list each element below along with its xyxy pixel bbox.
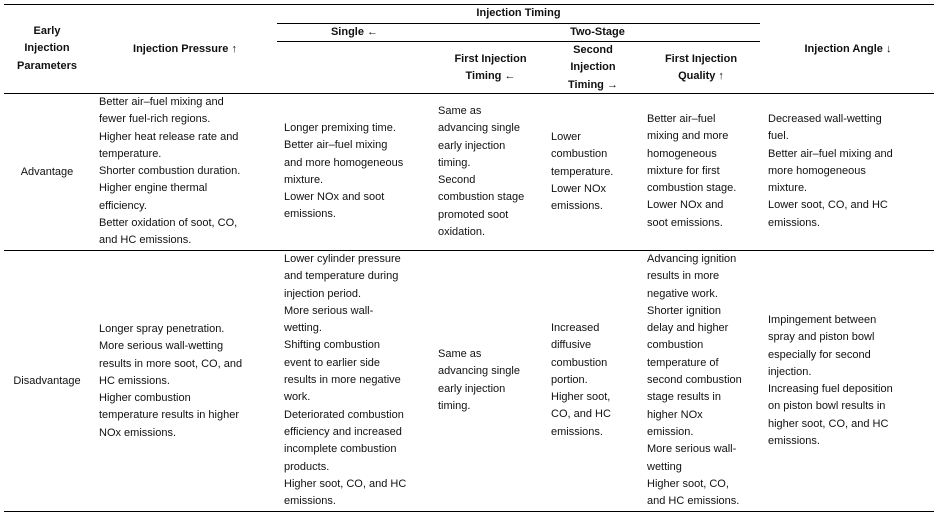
header-line: Quality ↑ [678, 70, 724, 83]
cell-line: oxidation. [438, 226, 486, 239]
cell-line: Better air–fuel mixing and [768, 147, 893, 160]
table-bottom-rule [4, 511, 934, 512]
cell-line: combustion [647, 339, 704, 352]
cell-disadvantage-second-timing [551, 320, 611, 441]
cell-line: Higher heat release rate and [99, 130, 239, 143]
cell-line: Decreased wall-wetting [768, 113, 882, 125]
cell-line: early injection [438, 382, 506, 395]
cell-disadvantage-first-timing [438, 346, 520, 415]
cell-line: soot emissions. [647, 216, 723, 229]
cell-line: stage results in [647, 391, 721, 404]
cell-line: Higher soot, CO, [647, 477, 729, 490]
cell-line: mixture for first [647, 164, 720, 177]
cell-line: wetting. [284, 322, 322, 335]
cell-line: efficiency. [99, 199, 147, 212]
cell-line: temperature results in higher [99, 409, 240, 422]
cell-advantage-pressure [99, 94, 240, 250]
cell-disadvantage-angle [768, 312, 893, 450]
header-two-stage: Two-Stage [570, 26, 625, 38]
cell-line: Better air–fuel mixing [284, 139, 388, 152]
cell-line: on piston bowl results in [768, 400, 886, 413]
cell-line: portion. [551, 373, 588, 386]
cell-line: delay and higher [647, 322, 729, 335]
cell-line: temperature. [99, 147, 162, 160]
cell-line: timing. [438, 156, 471, 169]
cell-line: More serious wall- [647, 443, 737, 456]
header-line: First Injection [454, 53, 527, 65]
cell-line: spray and piston bowl [768, 331, 875, 344]
header-second-injection-timing [545, 42, 641, 94]
header-early-injection-parameters [4, 23, 90, 75]
cell-line: higher soot, CO, and HC [768, 417, 889, 430]
header-line: First Injection [664, 53, 738, 65]
cell-disadvantage-first-quality [647, 251, 742, 510]
cell-line: combustion stage. [647, 182, 737, 195]
header-injection-angle: Injection Angle ↓ [804, 43, 892, 55]
header-injection-pressure: Injection Pressure ↑ [133, 43, 237, 55]
cell-line: Better oxidation of soot, CO, [99, 217, 238, 230]
cell-line: temperature of [647, 356, 719, 369]
cell-line: efficiency and increased [284, 425, 402, 438]
cell-line: Better air–fuel [647, 113, 716, 125]
cell-line: Lower NOx [551, 182, 607, 195]
cell-line: work. [284, 391, 311, 404]
cell-line: mixing and more [647, 130, 729, 143]
header-single: Single ← [330, 26, 379, 38]
header-injection-timing: Injection Timing [476, 7, 561, 19]
cell-line: homogeneous [647, 147, 717, 160]
cell-line: CO, and HC [551, 408, 611, 421]
cell-line: higher NOx [647, 408, 703, 421]
cell-line: results in more soot, CO, and [99, 357, 243, 370]
cell-line: event to earlier side [284, 356, 380, 369]
header-line: Timing ← [465, 70, 516, 83]
cell-line: emissions. [768, 435, 820, 448]
header-first-injection-timing [437, 51, 544, 86]
cell-line: emissions. [551, 425, 603, 438]
cell-line: Advancing ignition [647, 253, 737, 265]
cell-line: Lower [551, 131, 581, 143]
cell-line: combustion stage [438, 191, 525, 204]
cell-line: products. [284, 460, 330, 473]
cell-line: Impingement between [768, 314, 877, 326]
cell-line: injection period. [284, 287, 362, 300]
cell-line: emissions. [284, 208, 336, 221]
header-line: Injection [570, 61, 616, 74]
cell-line: negative work. [647, 287, 718, 300]
cell-line: second combustion [647, 374, 742, 387]
cell-line: temperature. [551, 165, 614, 178]
cell-line: and HC emissions. [99, 234, 192, 247]
cell-line: Shifting combustion [284, 339, 380, 352]
cell-line: timing. [438, 399, 471, 412]
cell-line: emissions. [551, 200, 603, 213]
cell-line: Shorter ignition [647, 304, 721, 317]
cell-line: advancing single [438, 365, 520, 378]
cell-line: More serious wall-wetting [99, 340, 224, 353]
cell-advantage-second-timing [551, 129, 613, 215]
row-label-advantage: Advantage [20, 166, 74, 178]
cell-line: early injection [438, 139, 506, 152]
cell-advantage-first-timing [438, 103, 524, 241]
cell-line: more homogeneous [768, 164, 866, 177]
cell-line: Increasing fuel deposition [768, 383, 893, 396]
cell-line: Deteriorated combustion [284, 408, 404, 421]
header-line: Injection [24, 42, 70, 55]
cell-line: especially for second [768, 348, 871, 361]
cell-line: mixture. [284, 173, 324, 186]
cell-line: combustion [551, 356, 608, 369]
cell-line: Higher combustion [99, 392, 191, 405]
cell-line: diffusive [551, 339, 592, 352]
cell-line: promoted soot [438, 208, 509, 221]
cell-line: NOx emissions. [99, 426, 177, 439]
cell-line: Longer premixing time. [284, 122, 396, 134]
cell-line: Longer spray penetration. [99, 323, 225, 335]
cell-line: Increased [551, 322, 600, 334]
row-divider [4, 250, 934, 251]
header-line: Parameters [17, 59, 77, 72]
cell-line: Higher soot, CO, and HC [284, 477, 407, 490]
cell-line: Lower cylinder pressure [284, 253, 401, 265]
cell-line: fewer fuel-rich regions. [99, 113, 211, 126]
cell-line: incomplete combustion [284, 443, 397, 456]
cell-line: wetting [647, 460, 682, 473]
cell-line: Same as [438, 105, 482, 117]
cell-line: Lower NOx and soot [284, 191, 385, 204]
cell-line: Lower soot, CO, and HC [768, 199, 888, 212]
cell-line: and temperature during [284, 270, 399, 283]
cell-line: advancing single [438, 122, 520, 135]
cell-line: emissions. [284, 495, 336, 508]
cell-line: Lower NOx and [647, 199, 724, 212]
cell-line: results in more [647, 270, 720, 283]
header-line: Second [573, 44, 613, 56]
cell-line: mixture. [768, 182, 808, 195]
cell-advantage-first-quality [647, 111, 736, 232]
cell-line: emission. [647, 425, 694, 438]
cell-disadvantage-pressure [99, 321, 242, 442]
cell-advantage-single [284, 120, 403, 224]
cell-line: injection. [768, 365, 812, 378]
cell-line: Second [438, 174, 476, 187]
cell-line: HC emissions. [99, 374, 170, 387]
cell-line: and more homogeneous [284, 156, 404, 169]
cell-disadvantage-single [284, 251, 406, 510]
cell-line: results in more negative [284, 374, 401, 387]
cell-line: Same as [438, 348, 482, 360]
cell-line: combustion [551, 148, 608, 161]
header-line: Timing → [568, 78, 618, 91]
header-line: Early [33, 25, 61, 37]
cell-line: Higher soot, [551, 391, 611, 404]
cell-line: emissions. [768, 216, 820, 229]
cell-line: More serious wall- [284, 304, 374, 317]
cell-line: Better air–fuel mixing and [99, 96, 224, 108]
cell-line: Higher engine thermal [99, 182, 208, 195]
cell-advantage-angle [768, 111, 893, 232]
cell-line: Shorter combustion duration. [99, 165, 241, 178]
row-label-disadvantage: Disadvantage [13, 375, 81, 387]
cell-line: fuel. [768, 130, 789, 143]
header-first-injection-quality [643, 51, 759, 86]
cell-line: and HC emissions. [647, 495, 740, 508]
